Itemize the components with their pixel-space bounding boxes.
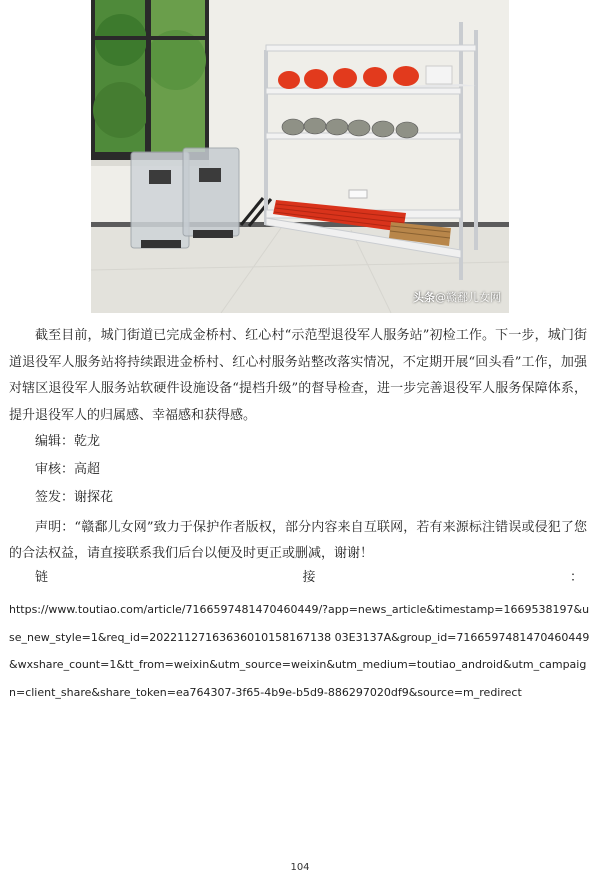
link-char-3: ： <box>569 570 583 585</box>
article-paragraph: 截至目前，城门街道已完成金桥村、红心村“示范型退役军人服务站”初检工作。下一步，城门街道退役军人服务站将持续跟进金桥村、红心村服务站整改落实情况，不定期开展“回头看”工作，加强对辖区退役军人服务站软硬件设施设备“提档升级”的督导检查，进一步完善退役军人服务保障体系，提升退役军人的归属感、幸福感和获得感。 <box>9 328 587 423</box>
watermark-brand: 头条 <box>413 291 435 304</box>
watermark <box>413 289 501 305</box>
article-photo <box>91 0 509 313</box>
link-char-1: 链 <box>35 570 49 585</box>
page-number: 104 <box>290 862 310 873</box>
link-char-2: 接 <box>302 570 316 585</box>
source-link[interactable]: https://www.toutiao.com/article/7166597481470460449/?app=news_article&timestamp=1669538197&use_new_style=1&req_id=20221127163636010158167138 03E3137A&group_id=7166597481470460449&wxshare_count=1&tt_from=weixin&utm_source=weixin&utm_medium=toutiao_android&utm_campaign=client_share&share_token=ea764307-3f65-4b9e-b5d9-886297020df9&source=m_redirect <box>9 603 590 699</box>
issuer-line: 签发：谢探花 <box>35 490 114 505</box>
watermark-account: @赣鄱儿女网 <box>435 291 501 304</box>
link-heading <box>35 568 583 588</box>
editor-line: 编辑：乾龙 <box>35 434 101 449</box>
storage-room-photo <box>91 0 509 313</box>
reviewer-line: 审核：高超 <box>35 462 101 477</box>
copyright-statement: 声明：“赣鄱儿女网”致力于保护作者版权，部分内容来自互联网，若有来源标注错误或侵犯了您的合法权益，请直接联系我们后台以便及时更正或删减，谢谢！ <box>9 520 587 561</box>
